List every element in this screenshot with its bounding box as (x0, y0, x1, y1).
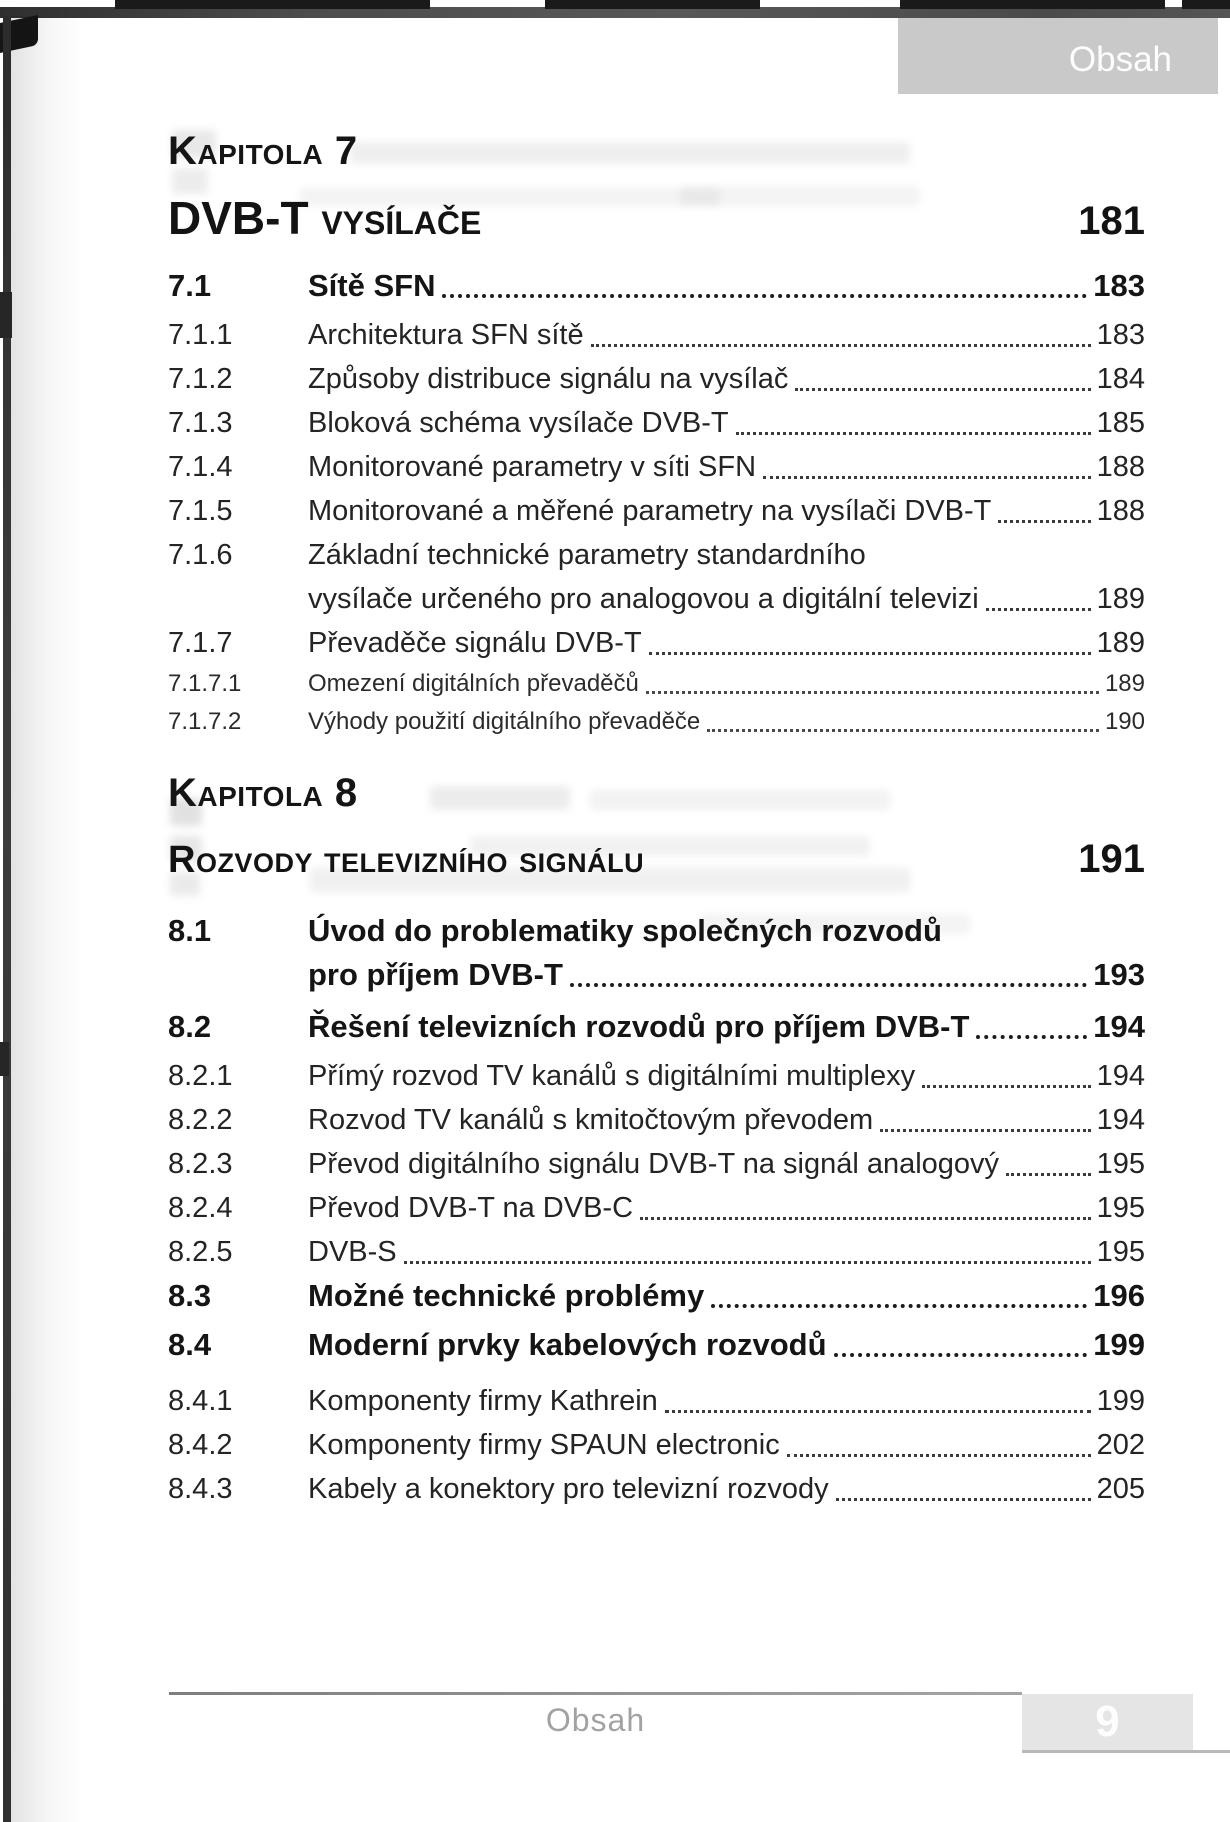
toc-entry-page: 195 (1096, 1148, 1145, 1180)
toc-entry (168, 1276, 1145, 1325)
toc-entry-line1 (308, 359, 1145, 399)
toc-entry-titles (308, 667, 1145, 701)
toc-entry-page: 205 (1096, 1473, 1145, 1505)
scan-spine-edge (3, 16, 11, 1822)
toc-entry-titles (308, 266, 1145, 306)
toc-entry-titles (308, 1276, 1145, 1316)
toc-entry-title: Moderní prvky kabelových rozvodů (308, 1327, 827, 1362)
toc-entry-title: Převaděče signálu DVB-T (308, 627, 642, 659)
toc-entry-number: 7.1.7.1 (168, 670, 242, 697)
toc-entry-page: 199 (1096, 1385, 1145, 1417)
toc-entry-page: 184 (1096, 363, 1145, 395)
toc-entry-line1 (308, 1188, 1145, 1228)
toc-entry-number: 7.1 (168, 268, 212, 303)
dot-leader (729, 403, 1097, 443)
toc-entry-titles (308, 1425, 1145, 1465)
toc-entry-line1 (308, 1007, 1145, 1047)
toc-entry-titles (308, 1007, 1145, 1047)
toc-entry-line1 (308, 1325, 1145, 1365)
toc-entry-number: 7.1.3 (168, 407, 233, 439)
toc-entry-line1 (308, 315, 1145, 355)
toc-entry-line1 (308, 911, 1145, 955)
toc-entry-page: 195 (1096, 1236, 1145, 1268)
dot-leader (756, 447, 1097, 487)
toc-entry (168, 315, 1145, 359)
toc-entry-title: Kabely a konektory pro televizní rozvody (308, 1473, 829, 1505)
header-tab-label: Obsah (1068, 40, 1172, 79)
toc-entry-title-line2: vysílače určeného pro analogovou a digitální televizi (308, 583, 979, 615)
toc-entry-title: Úvod do problematiky společných rozvodů (308, 913, 942, 948)
toc-entry-title: Způsoby distribuce signálu na vysílač (308, 363, 789, 395)
dot-leader (788, 359, 1096, 399)
toc-entry-titles (308, 1188, 1145, 1228)
toc-entry-number: 7.1.7.2 (168, 708, 242, 735)
toc-entry (168, 1469, 1145, 1513)
page-number: 9 (1095, 1697, 1120, 1746)
scan-edge-notch (0, 1042, 9, 1076)
dot-leader (700, 705, 1105, 739)
toc-entry-number: 7.1.5 (168, 495, 233, 527)
dot-leader (642, 623, 1097, 663)
toc-entry-page: 189 (1096, 583, 1145, 615)
dot-leader (827, 1325, 1094, 1365)
page-header-tab (898, 18, 1218, 94)
toc-entry-number: 7.1.7 (168, 627, 233, 659)
toc-entry-number: 8.1 (168, 913, 212, 948)
toc-entry-page: 194 (1096, 1104, 1145, 1136)
toc-entry-line1 (308, 1425, 1145, 1465)
toc-entry-page: 183 (1093, 268, 1145, 303)
toc-entry-title: DVB-S (308, 1236, 397, 1268)
dot-leader (658, 1381, 1097, 1421)
toc-entry-titles (308, 1381, 1145, 1421)
toc-entry-number: 8.4.3 (168, 1473, 233, 1505)
toc-entry-line1 (308, 1100, 1145, 1140)
toc-entry-line1 (308, 491, 1145, 531)
dot-leader (999, 1144, 1097, 1184)
dot-leader (435, 266, 1093, 306)
toc-entry-line1 (308, 1144, 1145, 1184)
chapter-heading: Kapitola 8 (168, 771, 358, 815)
toc-entry (168, 705, 1145, 743)
chapter-title-row (168, 190, 1145, 246)
chapter-section (168, 128, 1145, 743)
scan-top-edge-segment (115, 0, 430, 9)
dot-leader (780, 1425, 1097, 1465)
toc-entry-number: 8.4.1 (168, 1385, 233, 1417)
toc-entry-line1 (308, 1469, 1145, 1509)
toc-entry-title: Bloková schéma vysílače DVB-T (308, 407, 729, 439)
toc-entry-page: 193 (1093, 957, 1145, 992)
toc-entry-number: 8.2.5 (168, 1236, 233, 1268)
toc-entry-number: 8.2.4 (168, 1192, 233, 1224)
toc-entry-page: 196 (1093, 1278, 1145, 1313)
toc-entry-line1 (308, 667, 1145, 701)
dot-leader (979, 579, 1097, 619)
chapter-heading: Kapitola 7 (168, 129, 358, 173)
dot-leader (584, 315, 1097, 355)
toc-entry-title: Základní technické parametry standardního (308, 539, 866, 571)
toc-entry-number: 8.3 (168, 1278, 212, 1313)
toc-entry-number: 8.4.2 (168, 1429, 233, 1461)
toc-entry-number: 7.1.1 (168, 319, 233, 351)
toc-entry (168, 266, 1145, 315)
toc-entry (168, 359, 1145, 403)
toc-entry-number: 8.2.3 (168, 1148, 233, 1180)
chapter-section (168, 770, 1145, 1513)
toc-entry-title: Sítě SFN (308, 268, 436, 303)
toc-entry-page: 195 (1096, 1192, 1145, 1224)
toc-entry-page: 188 (1096, 495, 1145, 527)
toc-entry-titles (308, 911, 1145, 995)
chapter-title: Rozvody televizního signálu (168, 839, 645, 881)
toc-entry-line1 (308, 623, 1145, 663)
toc-entry (168, 403, 1145, 447)
dot-leader (829, 1469, 1097, 1509)
toc-entry-line1 (308, 1276, 1145, 1316)
dot-leader (639, 667, 1105, 701)
toc-entry-title: Převod DVB-T na DVB-C (308, 1192, 634, 1224)
toc-entry-title-line2: pro příjem DVB-T (308, 957, 563, 992)
dot-leader (397, 1232, 1097, 1272)
toc-entry-line1 (308, 447, 1145, 487)
dot-leader (969, 1007, 1093, 1047)
toc-entry (168, 1232, 1145, 1276)
toc-entry-title: Rozvod TV kanálů s kmitočtovým převodem (308, 1104, 874, 1136)
toc-entry (168, 1007, 1145, 1056)
toc-entry-page: 194 (1093, 1009, 1145, 1044)
dot-leader (633, 1188, 1097, 1228)
dot-leader (873, 1100, 1096, 1140)
toc-entry (168, 1381, 1145, 1425)
toc-entry-number: 8.4 (168, 1327, 212, 1362)
toc-entry-line1 (308, 403, 1145, 443)
toc-entry-line2 (308, 955, 1145, 995)
toc-entry-number: 7.1.6 (168, 539, 233, 571)
toc-entry-titles (308, 623, 1145, 663)
toc-entry-titles (308, 315, 1145, 355)
toc-entry-titles (308, 1056, 1145, 1096)
toc-entry-titles (308, 491, 1145, 531)
toc-entry-page: 202 (1096, 1429, 1145, 1461)
toc-entry-line1 (308, 1056, 1145, 1096)
toc-entry-titles (308, 1325, 1145, 1365)
toc-entry-titles (308, 403, 1145, 443)
scan-edge-notch (0, 292, 12, 338)
scan-top-edge-segment (900, 0, 1165, 9)
scan-spine-shading (11, 16, 83, 1822)
toc-entry-number: 8.2 (168, 1009, 212, 1044)
toc-entries (168, 266, 1145, 743)
toc-entry-title: Omezení digitálních převaděčů (308, 670, 639, 697)
toc-entry-line1 (308, 535, 1145, 579)
dot-leader (991, 491, 1096, 531)
toc-entry-page: 189 (1104, 670, 1145, 697)
dot-leader (704, 1276, 1093, 1316)
toc-entry-titles (308, 447, 1145, 487)
toc-entry-line1 (308, 705, 1145, 739)
toc-entry (168, 1100, 1145, 1144)
chapter-page-number: 181 (1078, 199, 1145, 243)
toc-entry-page: 199 (1093, 1327, 1145, 1362)
chapter-title: DVB-T vysílače (168, 192, 482, 244)
toc-entry-titles (308, 535, 1145, 619)
toc-entry-title: Přímý rozvod TV kanálů s digitálními multiplexy (308, 1060, 916, 1092)
toc-entry-line1 (308, 266, 1145, 306)
toc-entry-page: 190 (1104, 708, 1145, 735)
footer-rule (169, 1692, 1022, 1695)
toc-entry (168, 491, 1145, 535)
toc-entry-titles (308, 1232, 1145, 1272)
toc-entry-title: Komponenty firmy SPAUN electronic (308, 1429, 780, 1461)
scan-top-edge-segment (1182, 0, 1230, 9)
page-number-box (1022, 1694, 1193, 1750)
toc-entry-page: 194 (1096, 1060, 1145, 1092)
toc-entry (168, 447, 1145, 491)
toc-entry-page: 188 (1096, 451, 1145, 483)
toc-entry-line1 (308, 1381, 1145, 1421)
scan-top-edge-segment (545, 0, 760, 9)
toc-entry (168, 667, 1145, 705)
toc-entry (168, 1056, 1145, 1100)
toc-entries (168, 911, 1145, 1513)
toc-entry (168, 1188, 1145, 1232)
toc-entry-titles (308, 1469, 1145, 1509)
footer-rule-right (1022, 1750, 1230, 1753)
toc-entry-titles (308, 705, 1145, 739)
toc-entry (168, 623, 1145, 667)
toc-entry-number: 8.2.1 (168, 1060, 233, 1092)
toc-entry-title: Převod digitálního signálu DVB-T na signál analogový (308, 1148, 1000, 1180)
dot-leader (915, 1056, 1097, 1096)
toc-entry (168, 1325, 1145, 1381)
dot-leader (563, 955, 1093, 995)
toc-entry-title: Architektura SFN sítě (308, 319, 584, 351)
toc-entry-title: Možné technické problémy (308, 1278, 705, 1313)
toc-entry-title: Monitorované parametry v síti SFN (308, 451, 757, 483)
toc-entry-titles (308, 359, 1145, 399)
toc-entry-title: Monitorované a měřené parametry na vysílači DVB-T (308, 495, 992, 527)
toc-entry (168, 1144, 1145, 1188)
toc-entry (168, 1425, 1145, 1469)
chapter-page-number: 191 (1078, 837, 1145, 881)
footer-label: Obsah (545, 1702, 646, 1738)
toc-entry-number: 8.2.2 (168, 1104, 233, 1136)
toc-entry-page: 185 (1096, 407, 1145, 439)
toc-entry-page: 183 (1096, 319, 1145, 351)
toc-entry-titles (308, 1100, 1145, 1140)
toc-entry-titles (308, 1144, 1145, 1184)
toc-entry (168, 911, 1145, 1007)
toc-entry-line1 (308, 1232, 1145, 1272)
toc-entry-title: Řešení televizních rozvodů pro příjem DVB-T (308, 1009, 970, 1044)
toc-entry-number: 7.1.4 (168, 451, 233, 483)
toc-entry-line2 (308, 579, 1145, 619)
toc-entry-number: 7.1.2 (168, 363, 233, 395)
toc-entry-title: Komponenty firmy Kathrein (308, 1385, 658, 1417)
toc-entry (168, 535, 1145, 623)
chapter-title-row (168, 832, 1145, 888)
toc-entry-title: Výhody použití digitálního převaděče (308, 708, 701, 735)
toc-entry-page: 189 (1096, 627, 1145, 659)
